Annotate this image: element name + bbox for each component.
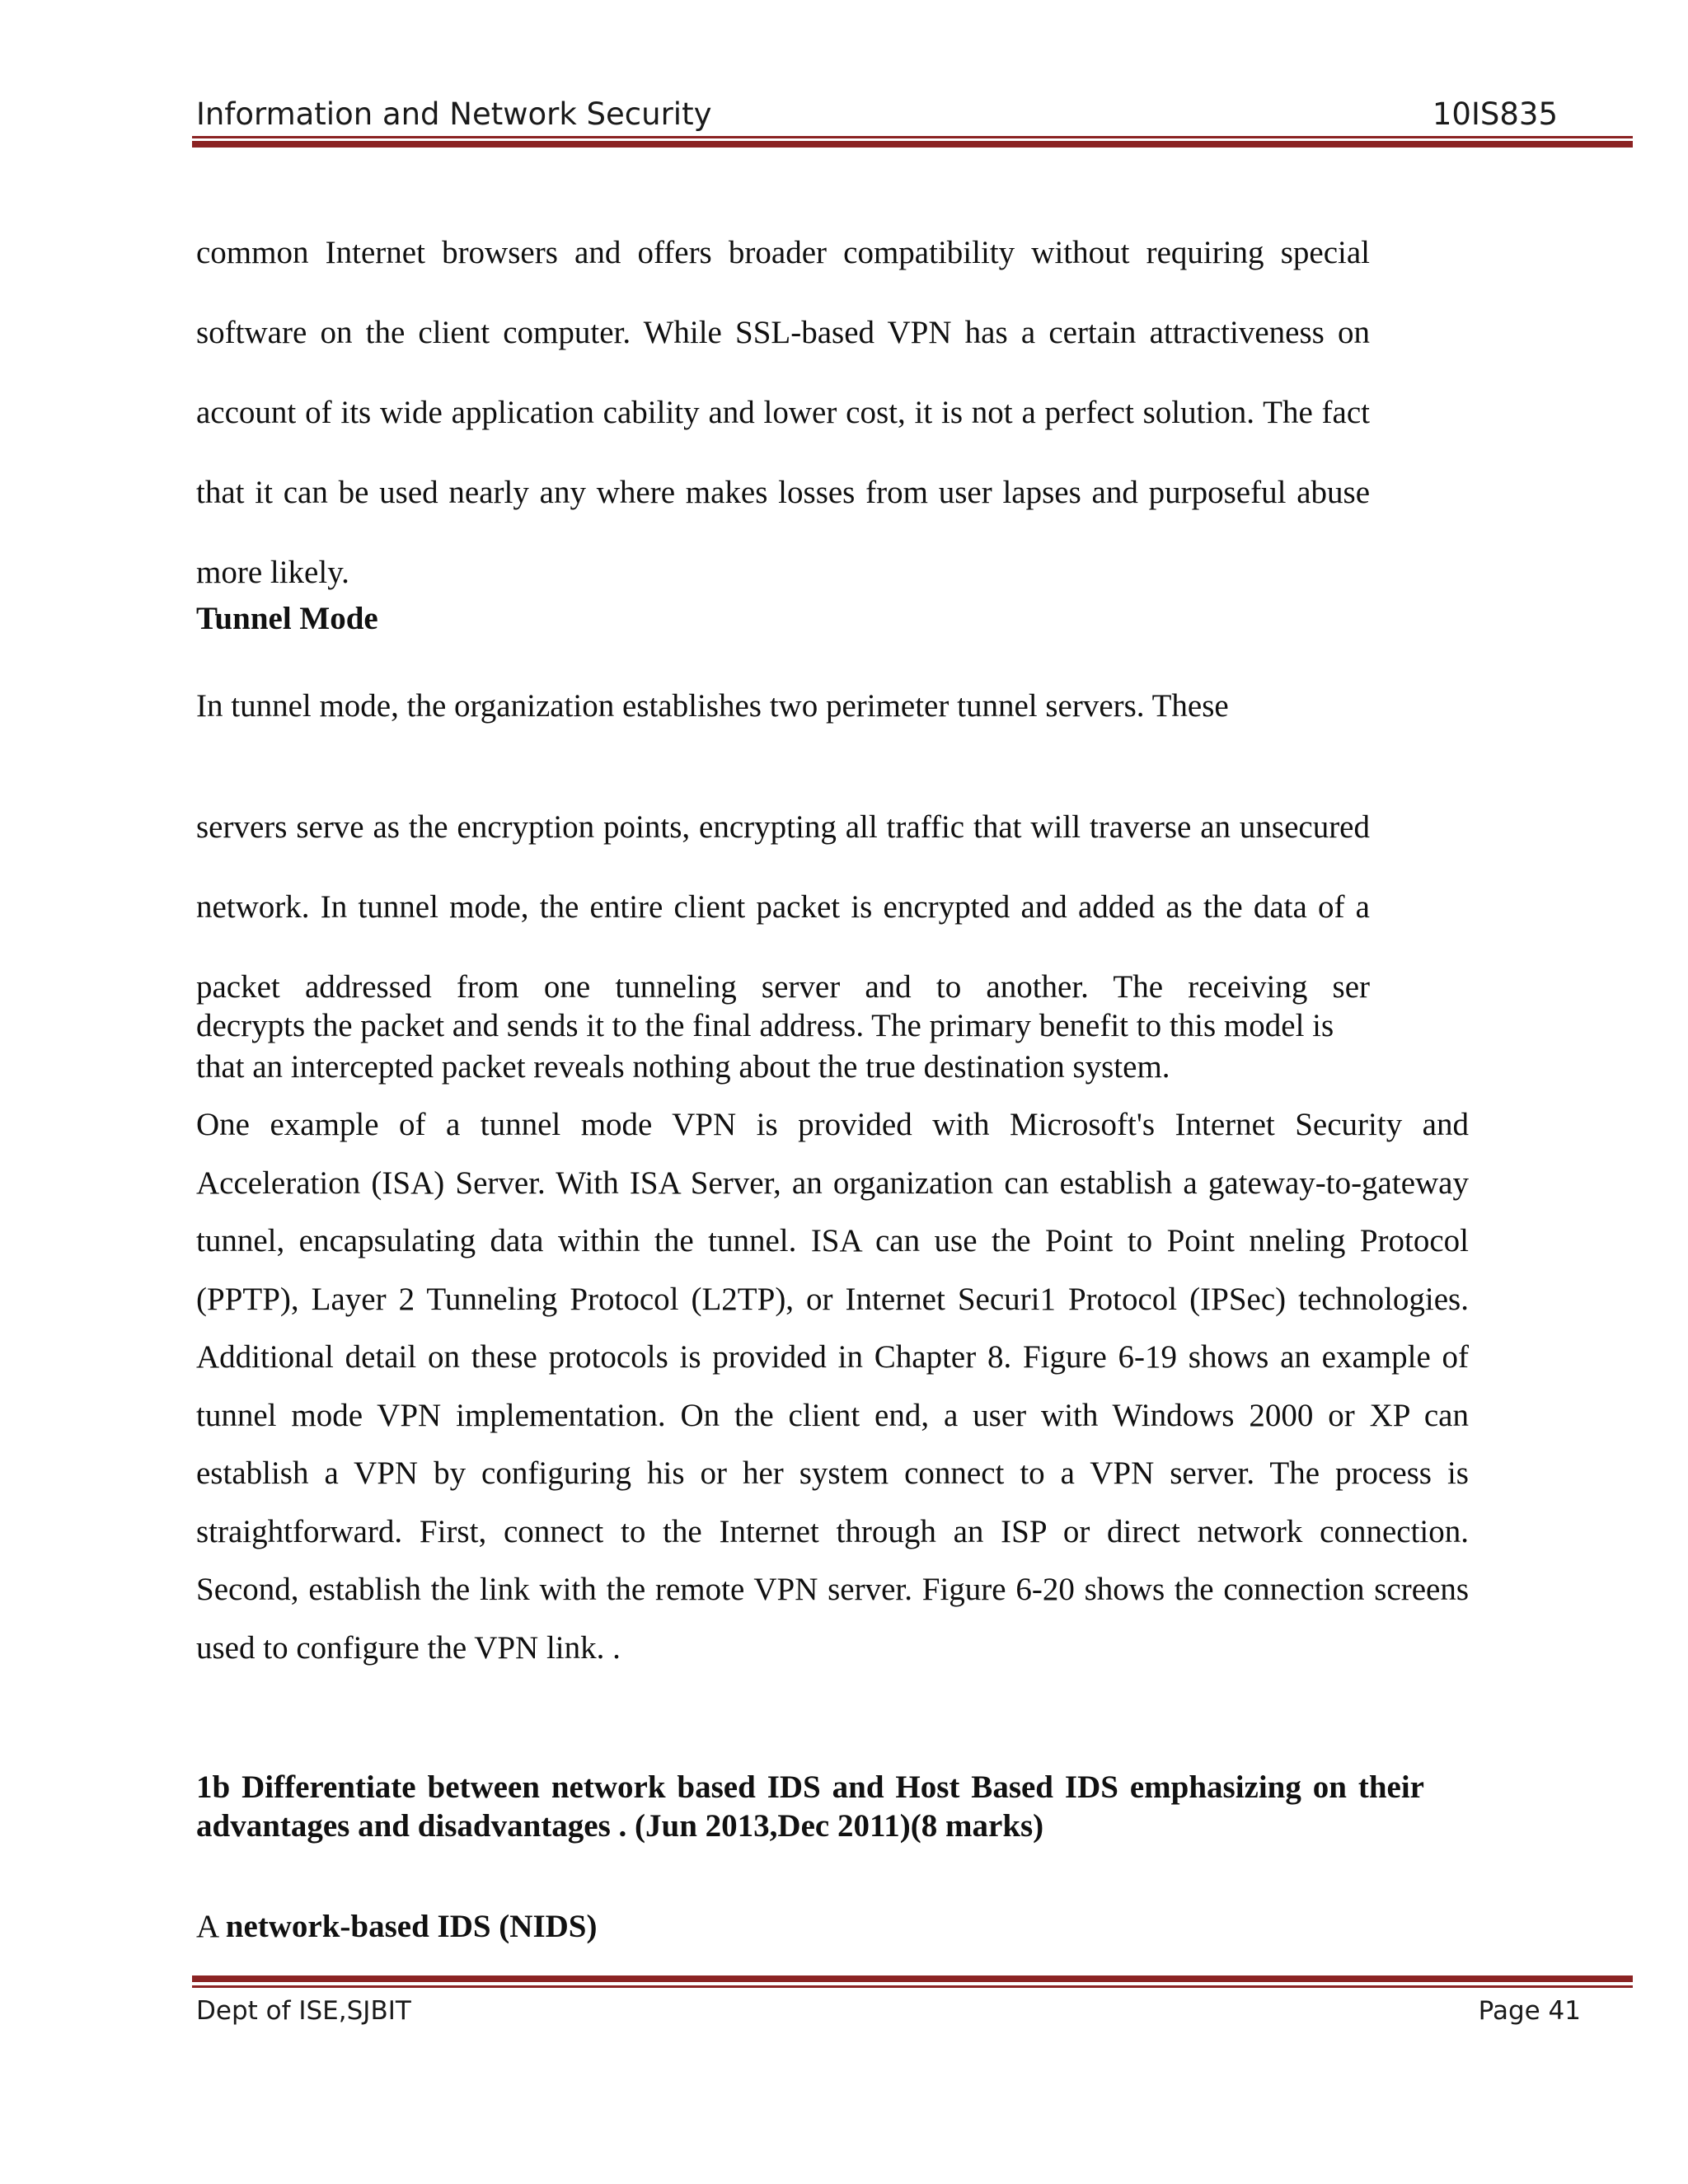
nids-term: network-based IDS (NIDS) [225,1909,598,1944]
section-heading-tunnel-mode: Tunnel Mode [196,601,378,636]
tunnel-intro-line: In tunnel mode, the organization establishes two perimeter tunnel servers. These [196,688,1229,724]
header-course-code: 10IS835 [1432,96,1558,132]
nids-line [196,1908,597,1945]
question-heading-1b: 1b Differentiate between network based IDS and Host Based IDS emphasizing on their advantages and disadvantages . (Jun 2013,Dec 2011)(8 marks) [196,1769,1424,1844]
footer-rule-thick [192,1975,1633,1982]
header-rule-thin [192,136,1633,138]
footer-department: Dept of ISE,SJBIT [196,1996,411,2026]
footer-rule-thin [192,1985,1633,1988]
tunnel-intercept-line: that an intercepted packet reveals nothing about the true destination system. [196,1049,1170,1085]
paragraph-tunnel-servers: servers serve as the encryption points, encrypting all traffic that will traverse an unsecured network. In tunnel mode, the entire client packet is encrypted and added as the data of a packet addressed from one tunneling server and to another. The receiving ser [196,809,1370,1005]
paragraph-ssl-vpn: common Internet browsers and offers broader compatibility without requiring special software on the client computer. While SSL-based VPN has a certain attractiveness on account of its wide application cability and lower cost, it is not a perfect solution. The fact that it can be used nearly any where makes losses from user lapses and purposeful abuse more likely. [196,235,1370,590]
footer-page-number: Page 41 [1478,1996,1581,2026]
tunnel-decrypt-line: decrypts the packet and sends it to the final address. The primary benefit to this model is [196,1008,1334,1043]
header-rule-thick [192,141,1633,148]
paragraph-isa-example: One example of a tunnel mode VPN is provided with Microsoft's Internet Security and Acceleration (ISA) Server. With ISA Server, an organization can establish a gateway-to-gateway tunnel, encapsulating data within the tunnel. ISA can use the Point to Point nneling Protocol (PPTP), Layer 2 Tunneling Protocol (L2TP), or Internet Securi1 Protocol (IPSec) technologies. Additional detail on these protocols is provided in Chapter 8. Figure 6-19 shows an example of tunnel mode VPN implementation. On the client end, a user with Windows 2000 or XP can establish a VPN by configuring his or her system connect to a VPN server. The process is straightforward. First, connect to the Internet through an ISP or direct network connection. Second, establish the link with the remote VPN server. Figure 6-20 shows the connection screens used to configure the VPN link. . [196,1107,1469,1666]
nids-prefix: A [196,1909,226,1944]
header-title: Information and Network Security [196,96,712,132]
